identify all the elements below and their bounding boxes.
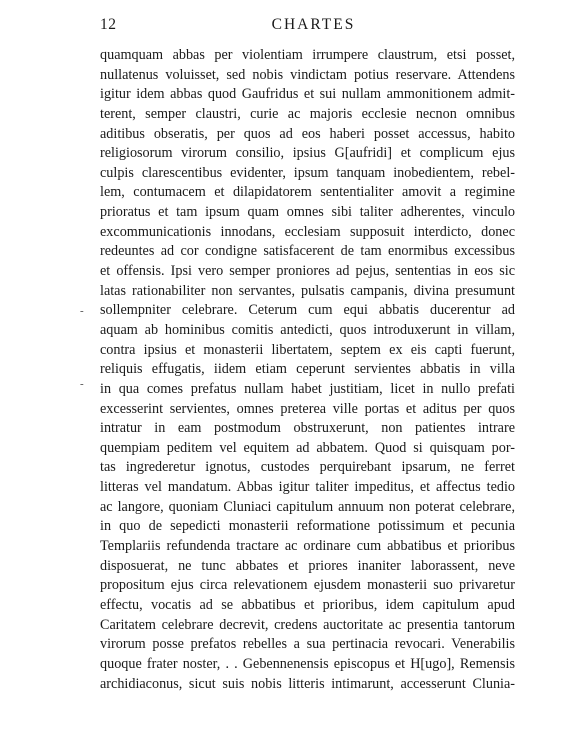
text-line: virorum posse prefatos rebelles a sua pertinacia revocari. Venerabilis bbox=[100, 636, 515, 653]
text-line: excommunicationis innodans, ecclesiam supposuit interdicto, donec bbox=[100, 223, 515, 240]
text-line: redeuntes ad cor condigne satisfacerent de tam enormibus excessibus bbox=[100, 243, 515, 260]
text-line: quoque frater noster, . . Gebennenensis episcopus et H[ugo], Remensis bbox=[100, 655, 515, 672]
text-line: in quo de sepedicti monasterii reformatione potissimum et pecunia bbox=[100, 518, 515, 535]
text-line: igitur idem abbas quod Gaufridus et sui nullam ammonitionem admit- bbox=[100, 86, 515, 103]
text-line: disposuerat, ne tunc abbates et priores inaniter laborassent, neve bbox=[100, 557, 515, 574]
running-title: CHARTES bbox=[271, 16, 356, 33]
text-line: nullatenus voluisset, sed nobis vindictam potius reservare. Attendens bbox=[100, 66, 515, 83]
text-line: quempiam peditem vel equitem ad abbatem. Quod si quisquam por- bbox=[100, 439, 515, 456]
text-line: in qua comes prefatus nullam habet justitiam, licet in nullo prefati bbox=[100, 380, 515, 397]
text-line: et offensis. Ipsi vero semper proniores ad pejus, sententias in eos sic bbox=[100, 263, 515, 280]
text-line: excesserint servientes, omnes preterea ville portas et aditus per quos bbox=[100, 400, 515, 417]
margin-mark: - bbox=[80, 378, 84, 390]
text-line: ac langore, quoniam Cluniaci capitulum annuum non poterat celebrare, bbox=[100, 498, 515, 515]
text-line: religiosorum virorum consilio, ipsius G[aufridi] et complicum ejus bbox=[100, 145, 515, 162]
page-number: 12 bbox=[100, 16, 117, 33]
text-line: culpis clarescentibus evidenter, ipsum tanquam inobedientem, rebel- bbox=[100, 164, 515, 181]
text-line: Caritatem celebrare decrevit, credens auctoritate ac presentia tantorum bbox=[100, 616, 515, 633]
text-line: lem, contumacem et dilapidatorem sententialiter amovit a regimine bbox=[100, 184, 515, 201]
text-line: prioratus et tam ipsum quam omnes sibi taliter adherentes, vinculo bbox=[100, 204, 515, 221]
text-line: contra ipsius et monasterii libertatem, septem ex eis capti fuerunt, bbox=[100, 341, 515, 358]
text-line: litteras vel mandatum. Abbas igitur taliter impeditus, et affectus tedio bbox=[100, 479, 515, 496]
text-line: tas ingrederetur ignotus, custodes perquirebant ipsarum, ne ferret bbox=[100, 459, 515, 476]
text-line: Templariis refundenda tractare ac ordinare cum abbatibus et prioribus bbox=[100, 538, 515, 555]
text-line: terent, semper claustri, curie ac majoris ecclesie necnon omnibus bbox=[100, 105, 515, 122]
text-line: quamquam abbas per violentiam irrumpere claustrum, etsi posset, bbox=[100, 47, 515, 63]
text-line: sollempniter celebrare. Ceterum cum equi abbatis ducerentur ad bbox=[100, 302, 515, 319]
text-line: latas rationabiliter non servantes, pulsatis campanis, divina presumunt bbox=[100, 282, 515, 299]
text-line: archidiaconus, sicut suis nobis litteris intimarunt, accesserunt Clunia- bbox=[100, 675, 515, 692]
running-head bbox=[100, 16, 515, 38]
text-line: propositum ejus circa relevationem ejusdem monasterii suo privaretur bbox=[100, 577, 515, 594]
text-line: intratur in eam postmodum obstruxerunt, non patientes intrare bbox=[100, 420, 515, 437]
text-line: aquam ab hominibus comitis antedicti, quos introduxerunt in villam, bbox=[100, 321, 515, 338]
text-line: effectu, vocatis ad se abbatibus et prioribus, idem capitulum apud bbox=[100, 596, 515, 613]
body-text bbox=[100, 46, 515, 694]
margin-mark: - bbox=[80, 305, 84, 317]
text-line: aditibus obseratis, per quos ad eos haberi posset accessus, habito bbox=[100, 125, 515, 142]
text-line: reliquis effugatis, iidem etiam ceperunt servientes abbatis in villa bbox=[100, 361, 515, 378]
